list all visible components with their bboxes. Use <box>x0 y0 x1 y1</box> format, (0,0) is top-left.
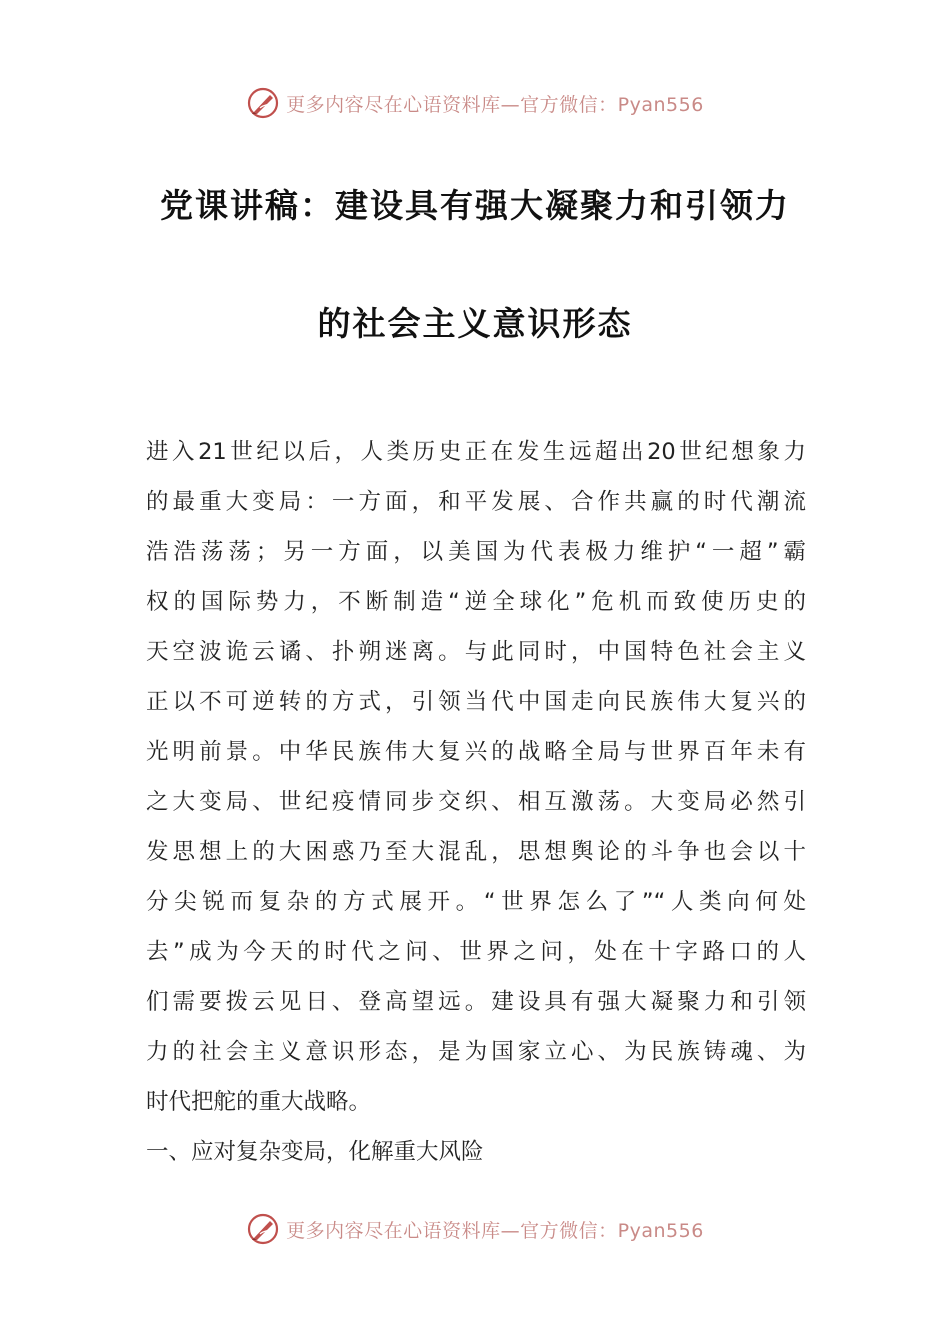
paragraph-line: 权的国际势力，不断制造“逆全球化”危机而致使历史的 <box>146 589 806 615</box>
watermark-text: 更多内容尽在心语资料库—官方微信：Pyan556 <box>286 1219 704 1242</box>
document-title-line-2: 的社会主义意识形态 <box>317 304 633 343</box>
header-watermark <box>0 83 950 123</box>
paragraph-line: 浩浩荡荡；另一方面，以美国为代表极力维护“一超”霸 <box>146 539 806 565</box>
section-heading: 一、应对复杂变局，化解重大风险 <box>146 1139 484 1165</box>
paragraph-line: 时代把舵的重大战略。 <box>146 1089 372 1115</box>
document-body <box>146 427 806 1177</box>
footer-watermark <box>0 1209 950 1249</box>
paragraph-line: 进入21世纪以后，人类历史正在发生远超出20世纪想象力 <box>146 439 806 465</box>
watermark-text: 更多内容尽在心语资料库—官方微信：Pyan556 <box>286 93 704 116</box>
paragraph-line: 们需要拨云见日、登高望远。建设具有强大凝聚力和引领 <box>146 989 806 1015</box>
paragraph-line: 天空波诡云谲、扑朔迷离。与此同时，中国特色社会主义 <box>146 639 806 665</box>
paragraph-line: 的最重大变局：一方面，和平发展、合作共赢的时代潮流 <box>146 489 806 515</box>
paragraph-line: 之大变局、世纪疫情同步交织、相互激荡。大变局必然引 <box>146 789 806 815</box>
pen-logo-icon <box>246 86 280 120</box>
paragraph-line: 发思想上的大困惑乃至大混乱，思想舆论的斗争也会以十 <box>146 839 806 865</box>
paragraph-line: 去”成为今天的时代之问、世界之问，处在十字路口的人 <box>146 939 806 965</box>
paragraph-line: 分尖锐而复杂的方式展开。“世界怎么了”“人类向何处 <box>146 889 806 915</box>
paragraph-line: 正以不可逆转的方式，引领当代中国走向民族伟大复兴的 <box>146 689 806 715</box>
document-title-line-1: 党课讲稿：建设具有强大凝聚力和引领力 <box>160 186 790 225</box>
paragraph-line: 力的社会主义意识形态，是为国家立心、为民族铸魂、为 <box>146 1039 806 1065</box>
pen-logo-icon <box>246 1212 280 1246</box>
paragraph-line: 光明前景。中华民族伟大复兴的战略全局与世界百年未有 <box>146 739 806 765</box>
